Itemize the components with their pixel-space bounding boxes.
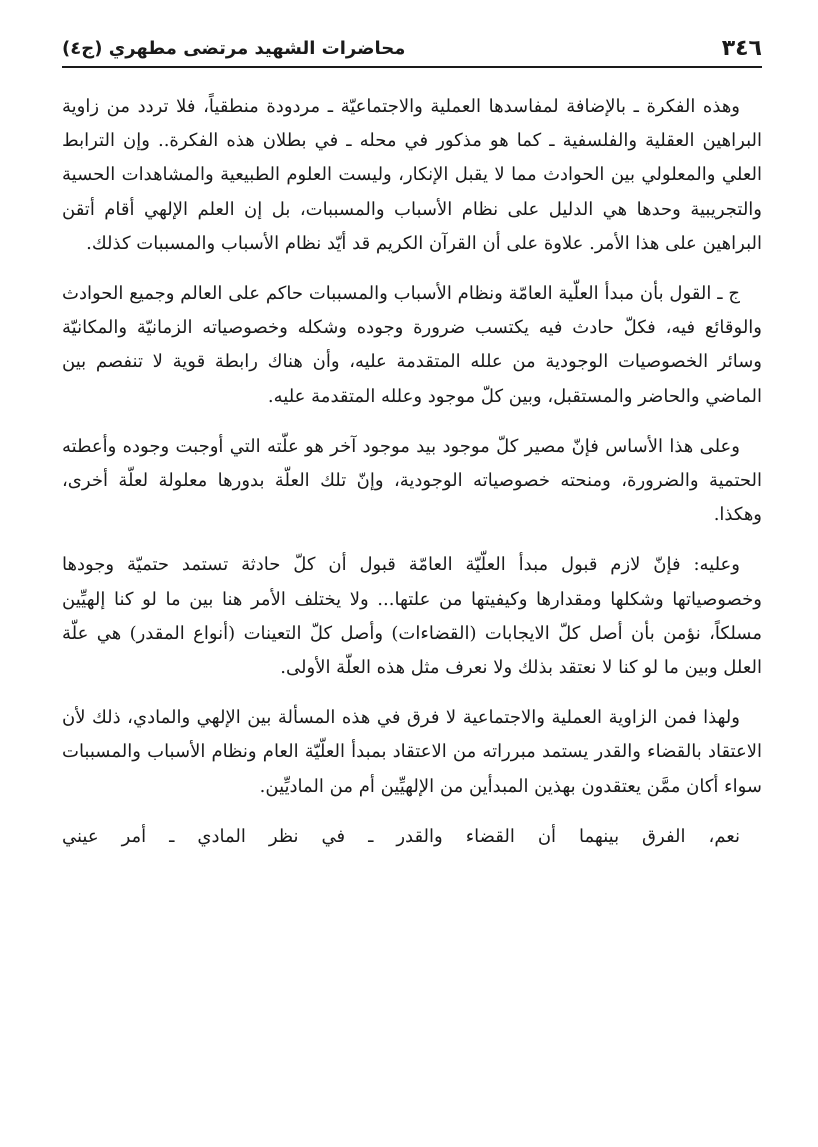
page-header	[62, 28, 762, 68]
book-page	[62, 28, 762, 1138]
body-text	[62, 90, 762, 854]
paragraph: نعم، الفرق بينهما أن القضاء والقدر ـ في نظر المادي ـ أمر عيني	[62, 825, 740, 847]
paragraph: ولهذا فمن الزاوية العملية والاجتماعية لا فرق في هذه المسألة بين الإلهي والمادي، ذلك لأن الاعتقاد بالقضاء والقدر يستمد مبرراته من الاعتقاد بمبدأ العلّيّة العام ونظام الأسباب والمسببات سواء أكان ممَّن يعتقدون بهذين المبدأين من الإلهيِّين أم من الماديِّين.	[62, 707, 762, 797]
paragraph: وهذه الفكرة ـ بالإضافة لمفاسدها العملية والاجتماعيّة ـ مردودة منطقياً، فلا تردد من زاوية البراهين العقلية والفلسفية ـ كما هو مذكور في محله ـ في بطلان هذه الفكرة.. وإن الترابط العلي والمعلولي بين الحوادث مما لا يقبل الإنكار، وليست العلوم الطبيعية والمشاهدات الحسية والتجريبية وحدها هي الدليل على نظام الأسباب والمسببات، بل إن العلم الإلهي أقام أتقن البراهين على هذا الأمر. علاوة على أن القرآن الكريم قد أيّد نظام الأسباب والمسببات كذلك.	[62, 96, 762, 254]
paragraph: وعليه: فإنّ لازم قبول مبدأ العلّيّة العامّة قبول أن كلّ حادثة تستمد حتميّة وجودها وخصوصياتها وشكلها ومقدارها وكيفيتها من علتها... ولا يختلف الأمر هنا بين ما لو كنا إلهيِّين مسلكاً، نؤمن بأن أصل كلّ الايجابات (القضاءات) وأصل كلّ التعينات (أنواع المقدر) هي علّة العلل وبين ما لو كنا لا نعتقد بذلك ولا نعرف مثل هذه العلّة الأولى.	[62, 554, 762, 679]
running-title: محاضرات الشهيد مرتضى مطهري (ج٤)	[62, 38, 406, 59]
page-number: ٣٤٦	[721, 36, 762, 61]
paragraph: ج ـ القول بأن مبدأ العلّية العامّة ونظام الأسباب والمسببات حاكم على العالم وجميع الحوادث والوقائع فيه، فكلّ حادث فيه يكتسب ضرورة وجوده وشكله وخصوصياته الزمانيّة والمكانيّة وسائر الخصوصيات الوجودية من علله المتقدمة عليه، وأن هناك رابطة قوية لا تنفصم بين الماضي والحاضر والمستقبل، وبين كلّ موجود وعلله المتقدمة عليه.	[62, 283, 762, 407]
paragraph: وعلى هذا الأساس فإنّ مصير كلّ موجود بيد موجود آخر هو علّته التي أوجبت وجوده وأعطته الحتمية والضرورة، ومنحته خصوصياته الوجودية، وإنّ تلك العلّة بدورها معلولة لعلّة أخرى، وهكذا.	[62, 435, 762, 526]
